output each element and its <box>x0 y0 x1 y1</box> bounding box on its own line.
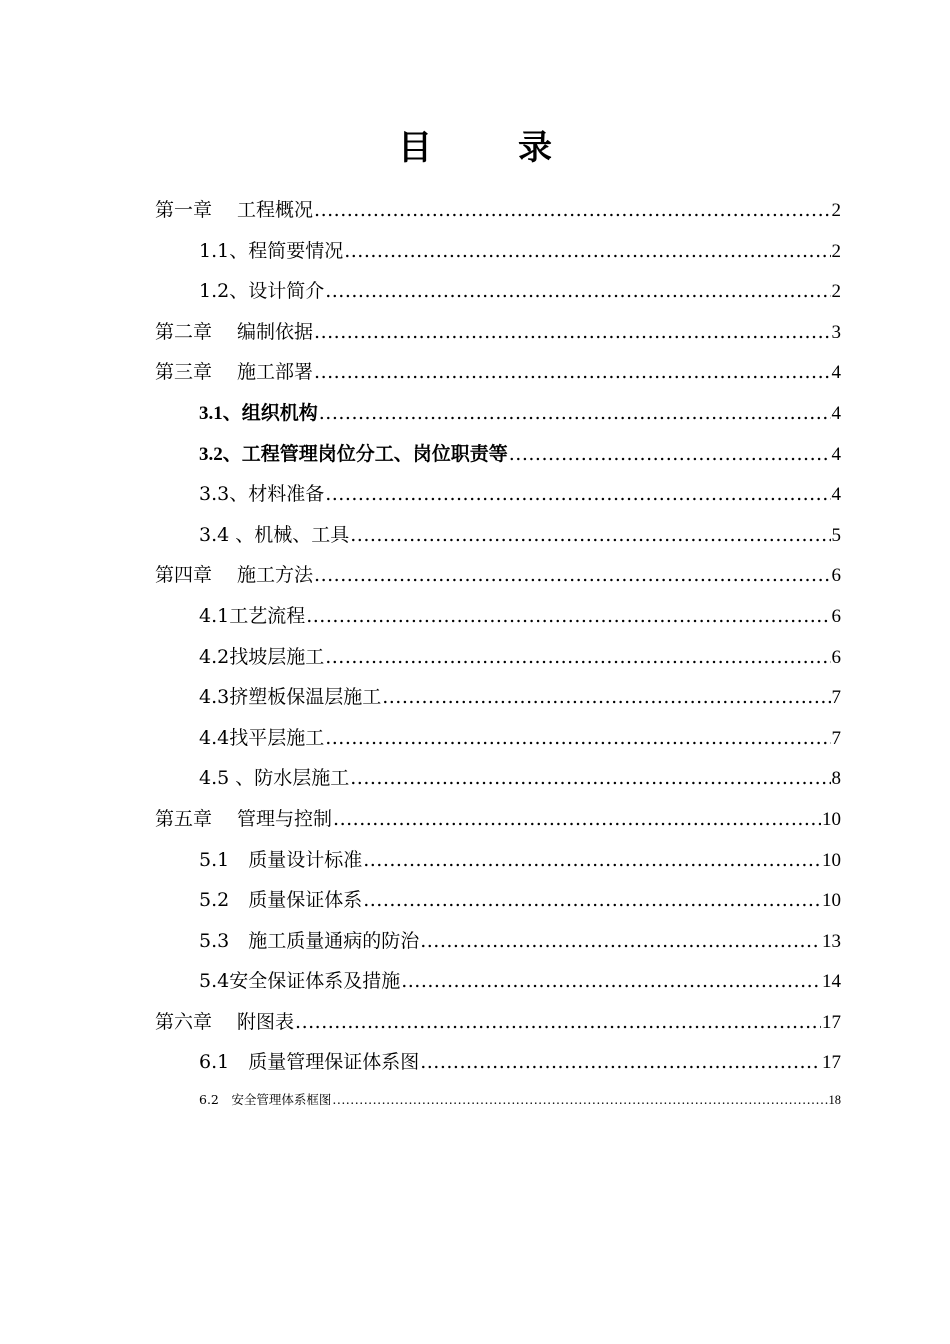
toc-entry-text: 3.2、工程管理岗位分工、岗位职责等 <box>199 443 508 465</box>
toc-entry[interactable] <box>155 271 841 312</box>
toc-entry-text: 3.3、材料准备 <box>199 483 325 506</box>
toc-entry[interactable] <box>155 190 841 231</box>
toc-entry-text: 第一章 工程概况 <box>155 199 314 221</box>
toc-entry-text: 5.3 施工质量通病的防治 <box>199 929 420 952</box>
toc-entry-text: 3.4 、机械、工具 <box>199 523 350 546</box>
toc-leader-dots <box>319 393 831 434</box>
toc-leader-dots <box>314 555 830 596</box>
toc-entry[interactable] <box>155 596 841 637</box>
toc-leader-dots <box>420 921 821 962</box>
toc-entry-page: 7 <box>831 727 841 749</box>
toc-leader-dots <box>363 880 821 921</box>
toc-leader-dots <box>350 758 830 799</box>
toc-entry[interactable] <box>155 434 841 475</box>
toc-leader-dots <box>325 271 830 312</box>
toc-entry-text: 第六章 附图表 <box>155 1010 295 1033</box>
toc-entry-text: 4.1工艺流程 <box>199 604 306 627</box>
toc-leader-dots <box>350 515 830 556</box>
toc-entry[interactable] <box>155 231 841 272</box>
toc-leader-dots <box>295 1002 821 1043</box>
toc-entry[interactable] <box>155 961 841 1002</box>
toc-entry[interactable] <box>155 637 841 678</box>
toc-leader-dots <box>401 961 821 1002</box>
toc-entry-page: 7 <box>831 687 841 709</box>
toc-leader-dots <box>332 1083 827 1117</box>
toc-leader-dots <box>509 434 831 475</box>
toc-list <box>155 190 841 1117</box>
toc-entry-page: 10 <box>822 890 841 912</box>
toc-entry[interactable] <box>155 352 841 393</box>
toc-entry-page: 5 <box>831 524 841 546</box>
toc-leader-dots <box>325 637 830 678</box>
toc-entry-page: 8 <box>831 768 841 790</box>
toc-entry-text: 5.1 质量设计标准 <box>199 848 363 871</box>
toc-entry[interactable] <box>155 677 841 718</box>
toc-entry[interactable] <box>155 1083 841 1117</box>
toc-entry[interactable] <box>155 474 841 515</box>
toc-leader-dots <box>420 1042 821 1083</box>
toc-entry-page: 18 <box>828 1093 841 1108</box>
toc-leader-dots <box>325 474 830 515</box>
toc-entry-text: 5.2 质量保证体系 <box>199 889 363 912</box>
toc-entry[interactable] <box>155 1042 841 1083</box>
toc-entry-text: 6.1 质量管理保证体系图 <box>199 1051 420 1074</box>
toc-entry[interactable] <box>155 758 841 799</box>
toc-entry[interactable] <box>155 515 841 556</box>
toc-entry-page: 13 <box>822 930 841 952</box>
toc-leader-dots <box>314 352 830 393</box>
toc-entry-page: 2 <box>831 200 841 221</box>
toc-entry[interactable] <box>155 555 841 596</box>
toc-leader-dots <box>314 190 830 231</box>
toc-leader-dots <box>382 677 830 718</box>
toc-entry[interactable] <box>155 880 841 921</box>
toc-entry-page: 6 <box>831 605 841 627</box>
toc-entry-text: 第五章 管理与控制 <box>155 807 333 830</box>
toc-entry-page: 4 <box>831 484 841 506</box>
toc-entry-page: 6 <box>831 646 841 668</box>
toc-entry-page: 10 <box>822 849 841 871</box>
toc-entry-page: 4 <box>831 402 841 424</box>
toc-entry[interactable] <box>155 393 841 434</box>
toc-entry-page: 3 <box>831 321 841 343</box>
toc-entry-text: 第四章 施工方法 <box>155 564 314 587</box>
toc-entry-text: 1.2、设计简介 <box>199 280 325 303</box>
toc-entry-text: 1.1、程简要情况 <box>199 239 344 262</box>
toc-entry-page: 2 <box>831 240 841 262</box>
toc-entry[interactable] <box>155 799 841 840</box>
toc-entry[interactable] <box>155 1002 841 1043</box>
toc-entry-text: 4.2找坡层施工 <box>199 645 325 668</box>
toc-entry-text: 4.5 、防水层施工 <box>199 767 350 790</box>
toc-entry[interactable] <box>155 312 841 353</box>
toc-entry[interactable] <box>155 840 841 881</box>
toc-entry-page: 4 <box>831 443 841 465</box>
toc-entry-page: 14 <box>822 971 841 993</box>
toc-entry-text: 6.2 安全管理体系框图 <box>199 1092 332 1108</box>
toc-entry-page: 17 <box>822 1011 841 1033</box>
toc-leader-dots <box>344 231 830 272</box>
toc-entry-text: 4.4找平层施工 <box>199 726 325 749</box>
toc-entry[interactable] <box>155 718 841 759</box>
toc-leader-dots <box>306 596 830 637</box>
toc-leader-dots <box>363 840 821 881</box>
toc-leader-dots <box>314 312 830 353</box>
toc-entry-text: 第三章 施工部署 <box>155 361 314 384</box>
toc-entry[interactable] <box>155 921 841 962</box>
toc-title: 目 录 <box>398 128 578 168</box>
toc-entry-page: 2 <box>831 281 841 303</box>
toc-entry-text: 4.3挤塑板保温层施工 <box>199 686 382 709</box>
toc-entry-page: 4 <box>831 362 841 384</box>
toc-entry-text: 5.4安全保证体系及措施 <box>199 970 401 993</box>
toc-entry-page: 17 <box>822 1052 841 1074</box>
toc-entry-text: 第二章 编制依据 <box>155 320 314 343</box>
toc-entry-page: 6 <box>831 565 841 587</box>
toc-leader-dots <box>325 718 830 759</box>
toc-entry-page: 10 <box>822 808 841 830</box>
toc-entry-text: 3.1、组织机构 <box>199 402 318 424</box>
toc-leader-dots <box>333 799 821 840</box>
